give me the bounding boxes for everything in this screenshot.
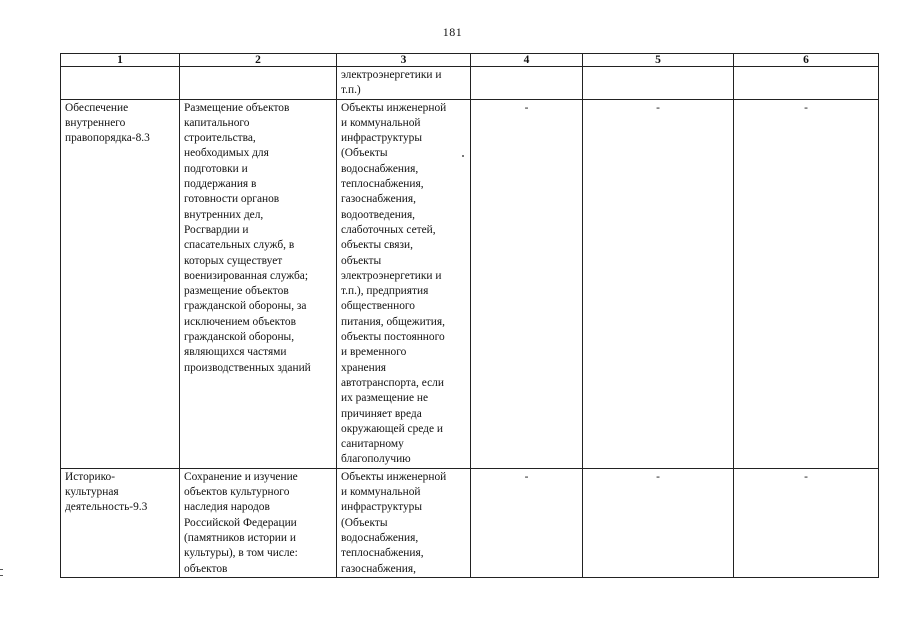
description-cell bbox=[180, 99, 337, 468]
continuation-row bbox=[61, 67, 879, 100]
permitted-objects-cell bbox=[337, 468, 471, 577]
cell-text: Обеспечение внутреннего правопорядка-8.3 bbox=[65, 101, 150, 145]
table-cell bbox=[471, 67, 583, 100]
dash-value: - bbox=[656, 101, 660, 114]
table-cell bbox=[180, 67, 337, 100]
land-use-type-cell bbox=[61, 468, 180, 577]
table-cell bbox=[337, 67, 471, 100]
table-cell bbox=[583, 468, 734, 577]
table-cell bbox=[471, 99, 583, 468]
dash-value: - bbox=[804, 101, 808, 114]
column-header-4: 4 bbox=[471, 54, 583, 67]
cell-text: Объекты инженерной и коммунальной инфраструктуры (Объекты водоснабжения, теплоснабжения, газоснабжения, водоотведения, слаботочных сетей, объекты связи, объекты электроэнергетики и т.п.), предприятия общественного питания, общежития, объекты постоянного и временного хранения автотранспорта, если их размещение не причиняет вреда окружающей среде и санитарному благополучию bbox=[341, 101, 447, 466]
table-cell bbox=[583, 67, 734, 100]
cell-text: Историко- культурная деятельность-9.3 bbox=[65, 470, 148, 514]
table-row bbox=[61, 99, 879, 468]
dash-value: - bbox=[656, 470, 660, 483]
column-header-2: 2 bbox=[180, 54, 337, 67]
cell-text: Сохранение и изучение объектов культурного наследия народов Российской Федерации (памятников истории и культуры), в том числе: объектов bbox=[184, 470, 298, 575]
table-cell bbox=[734, 99, 879, 468]
cell-text: электроэнергетики и т.п.) bbox=[341, 69, 442, 97]
dash-value: - bbox=[524, 101, 529, 114]
column-header-1: 1 bbox=[61, 54, 180, 67]
description-cell bbox=[180, 468, 337, 577]
permitted-objects-cell bbox=[337, 99, 471, 468]
table-cell bbox=[583, 99, 734, 468]
header-row bbox=[61, 54, 879, 67]
table-cell bbox=[61, 67, 180, 100]
column-header-5: 5 bbox=[583, 54, 734, 67]
page-number: 181 bbox=[442, 25, 463, 39]
scan-edge-mark bbox=[0, 569, 3, 576]
table-cell bbox=[734, 468, 879, 577]
column-header-3: 3 bbox=[337, 54, 471, 67]
land-use-table bbox=[60, 53, 879, 578]
scan-speck bbox=[462, 155, 464, 157]
dash-value: - bbox=[524, 470, 529, 483]
dash-value: - bbox=[804, 470, 808, 483]
land-use-type-cell bbox=[61, 99, 180, 468]
cell-text: Размещение объектов капитального строительства, необходимых для подготовки и поддержания в готовности органов внутренних дел, Росгвардии и спасательных служб, в которых существует военизированная служба; размещение объектов гражданской обороны, за исключением объектов гражданской обороны, являющихся частями производственных зданий bbox=[184, 101, 311, 374]
table-row bbox=[61, 468, 879, 577]
cell-text: Объекты инженерной и коммунальной инфраструктуры (Объекты водоснабжения, теплоснабжения, газоснабжения, bbox=[341, 470, 447, 575]
table-cell bbox=[471, 468, 583, 577]
column-header-6: 6 bbox=[734, 54, 879, 67]
table-cell bbox=[734, 67, 879, 100]
